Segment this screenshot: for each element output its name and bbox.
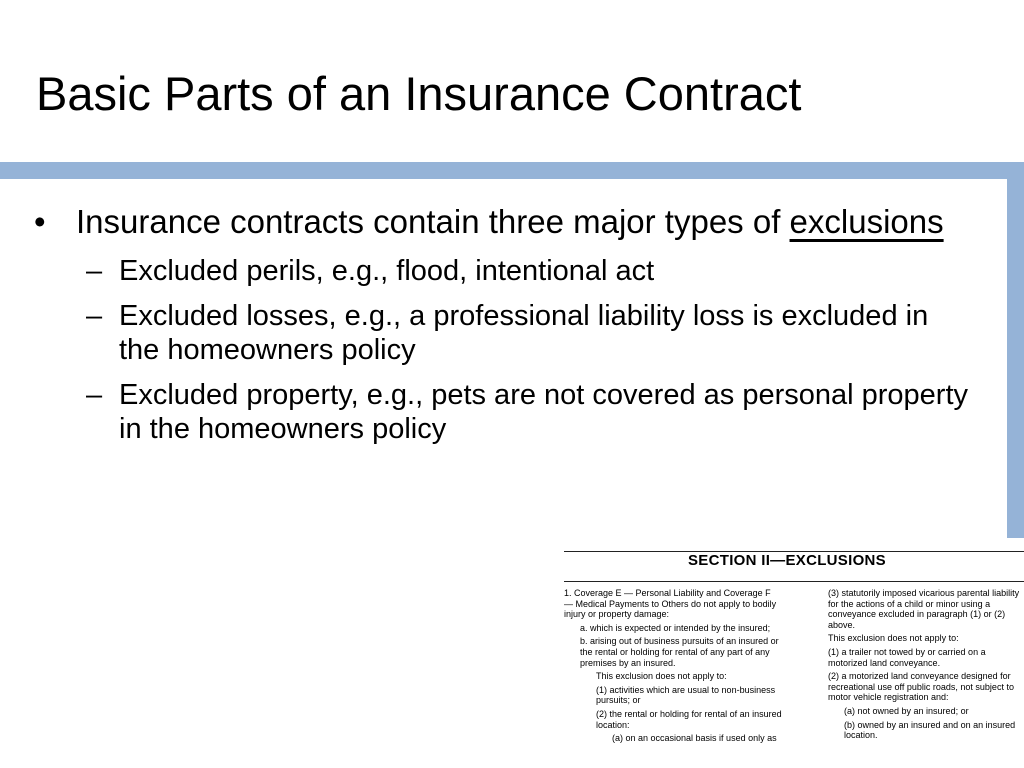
policy-clause: This exclusion does not apply to: xyxy=(828,633,959,644)
policy-left-column xyxy=(564,588,782,747)
policy-clause: (2) the rental or holding for rental of an insured location: xyxy=(596,708,782,730)
bullet-main-underlined: exclusions xyxy=(789,203,944,240)
sub-bullet-text: Excluded property, e.g., pets are not covered as personal property in the homeowners policy xyxy=(119,379,969,445)
bullet-dot-icon: • xyxy=(34,203,46,240)
slide-title: Basic Parts of an Insurance Contract xyxy=(36,67,802,120)
policy-excerpt-image xyxy=(564,538,1024,768)
policy-clause: (1) activities which are usual to non-business pursuits; or xyxy=(596,684,776,706)
bullet-main xyxy=(34,202,974,242)
sub-bullet xyxy=(34,299,974,367)
policy-clause: This exclusion does not apply to: xyxy=(596,671,727,682)
policy-rule-mid xyxy=(564,581,1024,582)
policy-clause: 1. Coverage E — Personal Liability and Coverage F — Medical Payments to Others do not apply to bodily injury or property damage: xyxy=(564,588,777,620)
policy-clause: (a) on an occasional basis if used only as xyxy=(612,733,777,744)
sub-bullet xyxy=(34,254,974,288)
policy-clause: b. arising out of business pursuits of an insured or the rental or holding for rental of any part of any premises by an insured. xyxy=(580,636,779,668)
accent-side-bar xyxy=(1007,162,1024,542)
dash-icon: – xyxy=(86,255,103,287)
accent-band xyxy=(0,162,1024,179)
policy-clause: (1) a trailer not towed by or carried on a motorized land conveyance. xyxy=(828,646,986,668)
policy-section-title: SECTION II—EXCLUSIONS xyxy=(688,552,886,569)
policy-clause: (a) not owned by an insured; or xyxy=(844,705,969,716)
policy-right-column xyxy=(828,588,1024,744)
sub-bullet-text: Excluded losses, e.g., a professional liability loss is excluded in the homeowners policy xyxy=(119,300,929,366)
policy-clause: (b) owned by an insured and on an insured location. xyxy=(844,719,1016,741)
sub-bullet-text: Excluded perils, e.g., flood, intentional act xyxy=(119,255,655,287)
policy-clause: (3) statutorily imposed vicarious parental liability for the actions of a child or minor using a conveyance excluded in paragraph (1) or (2) above. xyxy=(828,588,1020,630)
dash-icon: – xyxy=(86,300,103,332)
policy-clause: a. which is expected or intended by the insured; xyxy=(580,622,771,633)
sub-bullet xyxy=(34,378,974,446)
policy-clause: (2) a motorized land conveyance designed for recreational use off public roads, not subject to motor vehicle registration and: xyxy=(828,671,1014,703)
bullet-list xyxy=(34,202,974,457)
dash-icon: – xyxy=(86,379,103,411)
bullet-main-text: Insurance contracts contain three major types of xyxy=(76,203,790,240)
